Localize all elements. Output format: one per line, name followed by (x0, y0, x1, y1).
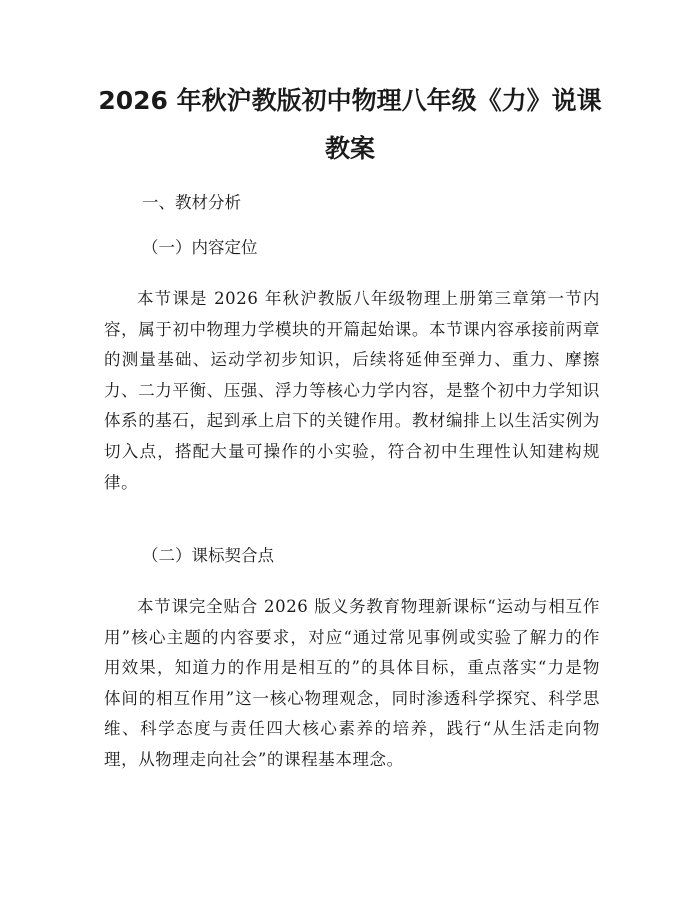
section-heading-textbook-analysis: 一、教材分析 (142, 193, 241, 212)
document-title-line-1: 2026 年秋沪教版初中物理八年级《力》说课 (98, 86, 602, 115)
subsection-heading-curriculum-fit: （二）课标契合点 (142, 546, 274, 565)
paragraph-content-positioning: 本节课是 2026 年秋沪教版八年级物理上册第三章第一节内容，属于初中物理力学模块的开篇起始课。本节课内容承接前两章的测量基础、运动学初步知识，后续将延伸至弹力、重力、摩擦力、二力平衡、压强、浮力等核心力学内容，是整个初中力学知识体系的基石，起到承上启下的关键作用。教材编排上以生活实例为切入点，搭配大量可操作的小实验，符合初中生理性认知建构规律。 (104, 289, 600, 492)
paragraph-curriculum-fit: 本节课完全贴合 2026 版义务教育物理新课标“运动与相互作用”核心主题的内容要求，对应“通过常见事例或实验了解力的作用效果，知道力的作用是相互的”的具体目标，重点落实“力是物体间的相互作用”这一核心物理观念，同时渗透科学探究、科学思维、科学态度与责任四大核心素养的培养，践行“从生活走向物理，从物理走向社会”的课程基本理念。 (104, 597, 600, 769)
subsection-heading-content-positioning: （一）内容定位 (142, 238, 258, 257)
document-title-line-2: 教案 (324, 134, 375, 163)
